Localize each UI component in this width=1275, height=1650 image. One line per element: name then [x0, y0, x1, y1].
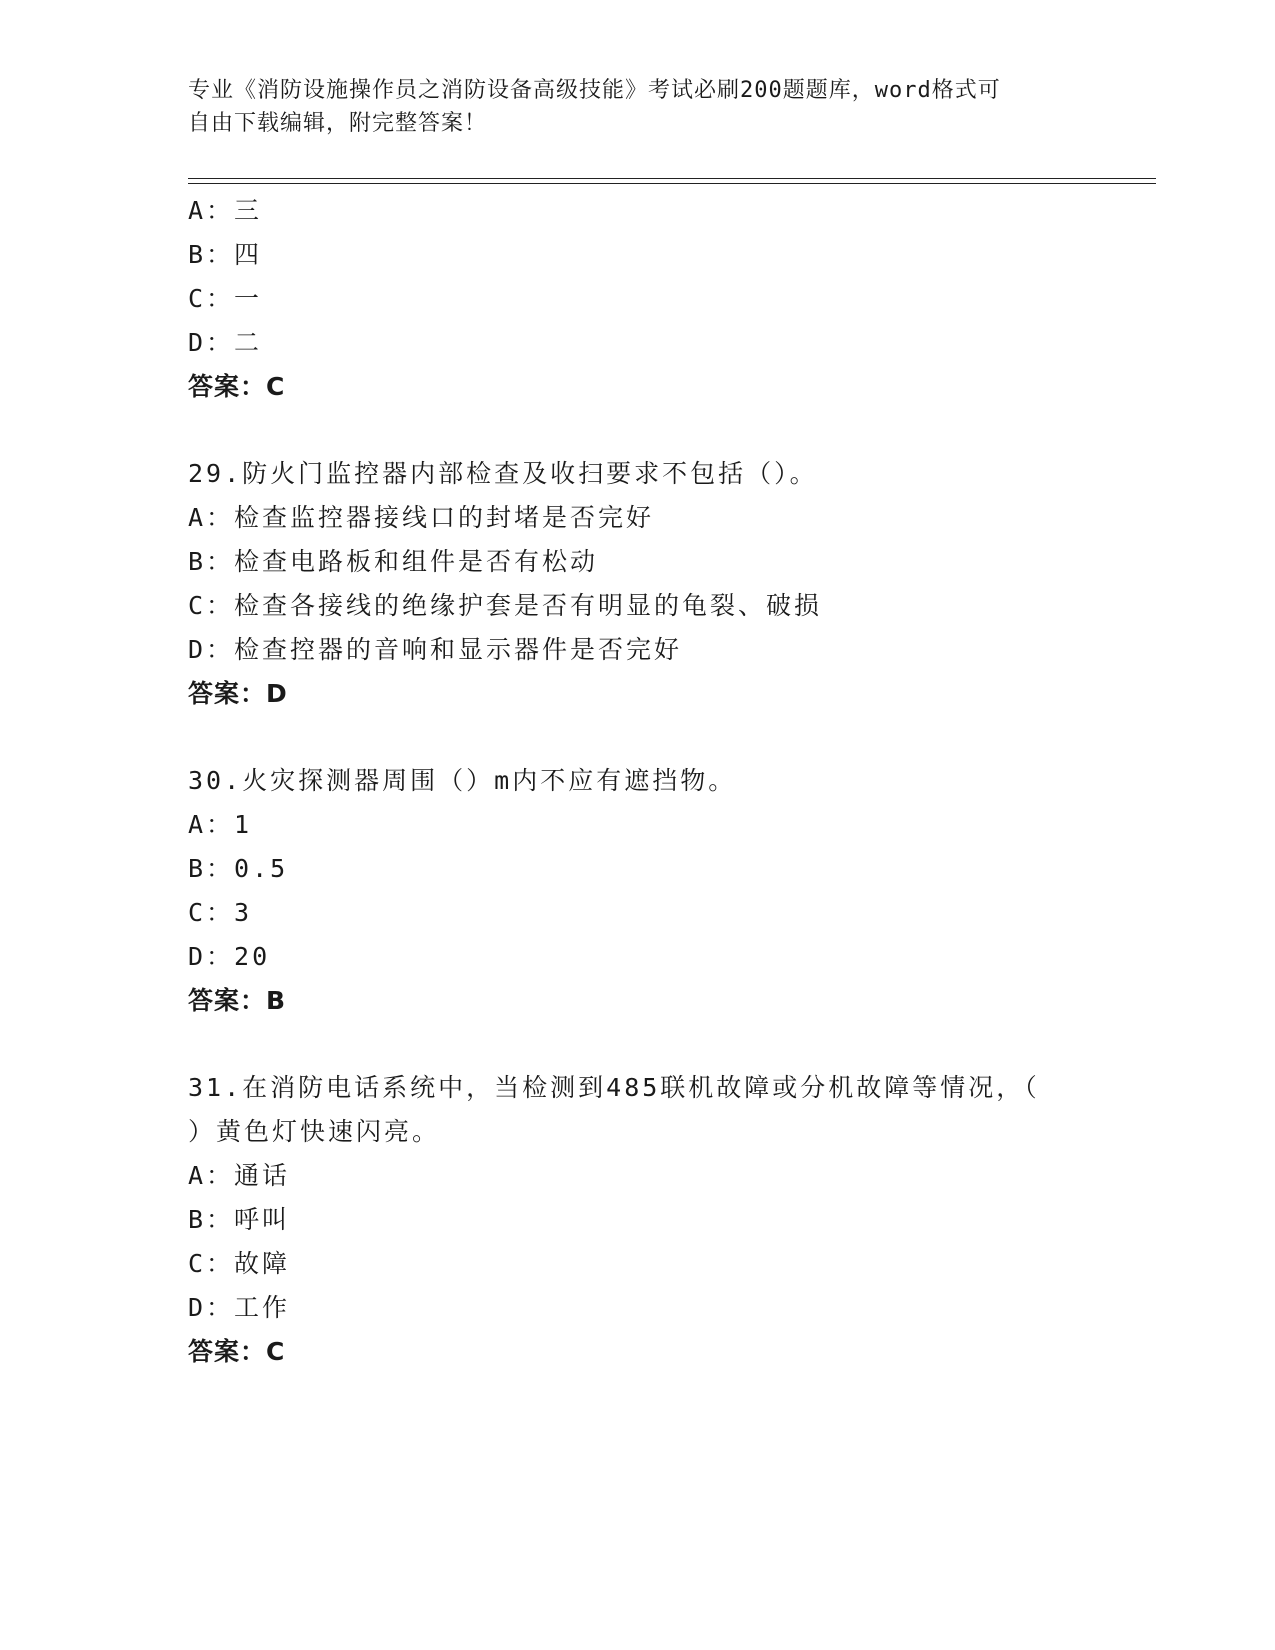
q28-option-c: C：一 — [188, 284, 263, 313]
q31-option-d: D：工作 — [188, 1293, 291, 1322]
q31-option-a: A：通话 — [188, 1161, 291, 1190]
q29-option-c: C：检查各接线的绝缘护套是否有明显的龟裂、破损 — [188, 591, 823, 620]
header-rule-top — [188, 178, 1156, 179]
q29-option-a: A：检查监控器接线口的封堵是否完好 — [188, 503, 655, 532]
q29-option-d: D：检查控器的音响和显示器件是否完好 — [188, 635, 683, 664]
q31-option-b: B：呼叫 — [188, 1205, 291, 1234]
q31-stem-line-2: ）黄色灯快速闪亮。 — [188, 1117, 441, 1146]
q28-option-d: D：二 — [188, 328, 263, 357]
header-line-1: 专业《消防设施操作员之消防设备高级技能》考试必刷200题题库，word格式可 — [188, 78, 1001, 103]
q31-answer: 答案：C — [188, 1337, 286, 1366]
q28-option-a: A：三 — [188, 196, 263, 225]
q30-option-c: C：3 — [188, 898, 253, 927]
q30-option-b: B：0.5 — [188, 854, 289, 883]
q30-option-a: A：1 — [188, 810, 253, 839]
q29-answer: 答案：D — [188, 679, 288, 708]
header-line-2: 自由下载编辑，附完整答案！ — [188, 111, 488, 136]
q28-answer: 答案：C — [188, 372, 286, 401]
q30-answer: 答案：B — [188, 986, 287, 1015]
header-rule-bottom — [188, 183, 1156, 184]
q28-option-b: B：四 — [188, 240, 263, 269]
q31-stem-line-1: 31.在消防电话系统中，当检测到485联机故障或分机故障等情况，（ — [188, 1073, 1040, 1102]
q30-option-d: D：20 — [188, 942, 271, 971]
document-header — [188, 74, 1088, 140]
q31-option-c: C：故障 — [188, 1249, 291, 1278]
q29-stem: 29.防火门监控器内部检查及收扫要求不包括（）。 — [188, 459, 818, 488]
q30-stem: 30.火灾探测器周围（）m内不应有遮挡物。 — [188, 766, 737, 795]
q29-option-b: B：检查电路板和组件是否有松动 — [188, 547, 599, 576]
